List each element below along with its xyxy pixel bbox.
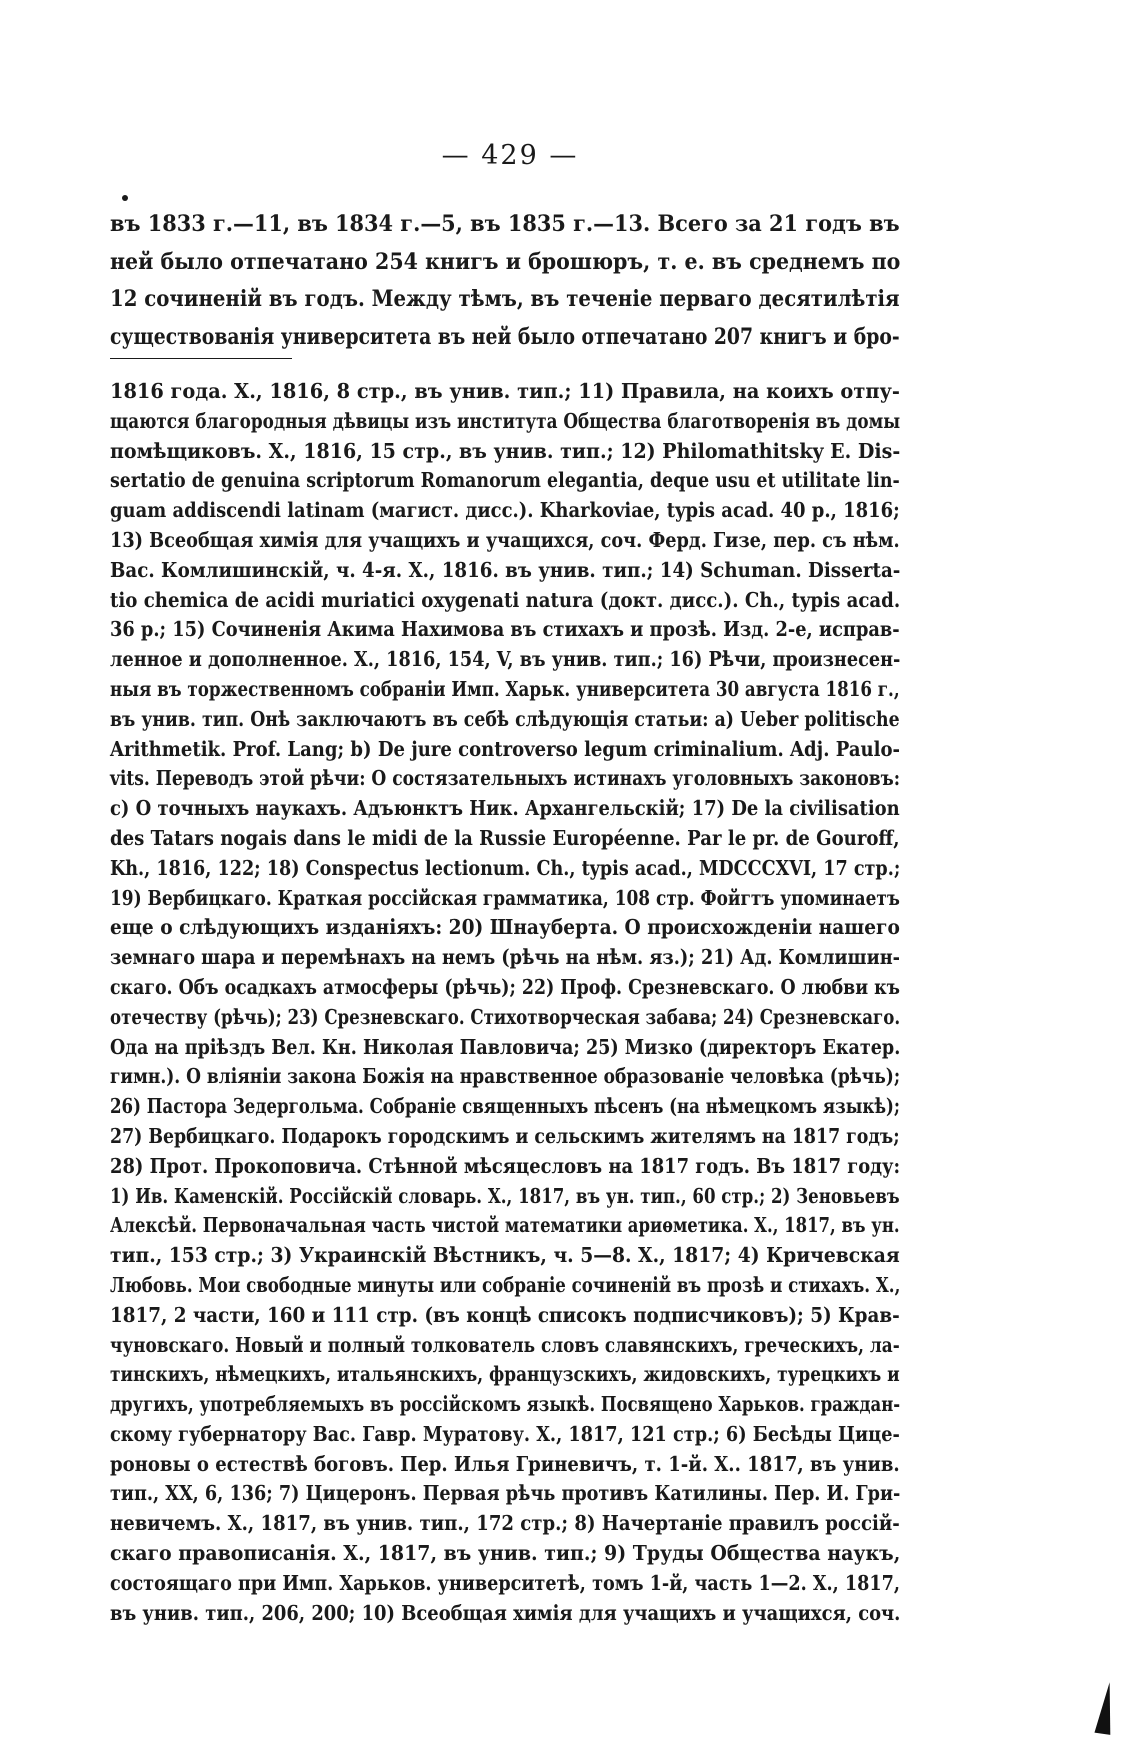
footnote-line: чуновскаго. Новый и полный толкователь словъ славянскихъ, греческихъ, ла- [110,1332,900,1357]
footnote-line: tio chemica de acidi muriatici oxygenati natura (докт. дисс.). Ch., typis acad. [110,587,901,612]
footnote-line: отечеству (рѣчь); 23) Срезневскаго. Стихотворческая забава; 24) Срезневскаго. [110,1004,901,1029]
footnote-line: состоящаго при Имп. Харьков. университетѣ, томъ 1-й, часть 1—2. Х., 1817, [110,1570,901,1595]
footnote-line: въ унив. тип., 206, 200; 10) Всеобщая химія для учащихъ и учащихся, соч. [110,1600,901,1625]
main-text-line: 12 сочиненій въ годъ. Между тѣмъ, въ теченіе перваго десятилѣтія [110,286,900,312]
footnote-line: скому губернатору Вас. Гавр. Муратову. Х., 1817, 121 стр.; 6) Бесѣды Цице- [110,1421,900,1446]
footnote-separator-rule [110,358,292,359]
footnote-line: земнаго шара и перемѣнахъ на немъ (рѣчь на нѣм. яз.); 21) Ад. Комлишин- [110,945,901,970]
footnote-line: guam addiscendi latinam (магист. дисс.). Kharkoviae, typis acad. 40 p., 1816; [110,498,900,523]
main-paragraph [110,206,900,356]
footnote-line: щаются благородныя дѣвицы изъ института Общества благотворенія въ домы [110,408,901,433]
main-text-line: ней было отпечатано 254 книгъ и брошюръ, т. е. въ среднемъ по [110,248,901,275]
page-edge-ink-mark [1094,1681,1117,1735]
footnote-line: ныя въ торжественномъ собраніи Имп. Харьк. университета 30 августа 1816 г., [110,676,900,701]
footnote-line: Алексѣй. Первоначальная часть чистой математики ариѳметика. Х., 1817, въ ун. [110,1213,900,1238]
footnote-line: гимн.). О вліяніи закона Божія на нравственное образованіе человѣка (рѣчь); [110,1064,901,1089]
ink-dot-mark [122,195,128,201]
footnote-line: помѣщиковъ. Х., 1816, 15 стр., въ унив. тип.; 12) Philomathitsky E. Dis- [110,438,901,463]
footnote-line: sertatio de genuina scriptorum Romanorum elegantia, deque usu et utilitate lin- [110,468,900,493]
footnote-line: 1) Ив. Каменскій. Россійскій словарь. Х., 1817, въ ун. тип., 60 стр.; 2) Зеновьевъ [110,1183,900,1208]
footnote-line: еще о слѣдующихъ изданіяхъ: 20) Шнауберта. О происхожденіи нашего [110,915,900,940]
main-text-line: существованія университета въ ней было отпечатано 207 книгъ и бро- [110,323,900,350]
footnote-line: тип., XX, 6, 136; 7) Цицеронъ. Первая рѣчь противъ Катилины. Пер. И. Гри- [110,1481,901,1506]
footnote-line: тинскихъ, нѣмецкихъ, итальянскихъ, французскихъ, жидовскихъ, турецкихъ и [110,1362,900,1387]
footnote-line: невичемъ. Х., 1817, въ унив. тип., 172 стр.; 8) Начертаніе правилъ россій- [110,1511,900,1536]
footnote-line: c) О точныхъ наукахъ. Адъюнктъ Ник. Архангельскій; 17) De la civilisation [110,796,900,821]
footnote-line: Ода на пріѣздъ Вел. Кн. Николая Павловича; 25) Мизко (директоръ Екатер. [110,1034,901,1059]
footnote-line: 13) Всеобщая химія для учащихъ и учащихся, соч. Ферд. Гизе, пер. съ нѣм. [110,527,900,552]
footnote-line: тип., 153 стр.; 3) Украинскій Вѣстникъ, ч. 5—8. Х., 1817; 4) Кричевская [110,1243,900,1268]
footnote-block [110,377,900,1628]
footnote-line: Arithmetik. Prof. Lang; b) De jure controverso legum criminalium. Adj. Paulo- [110,736,901,761]
footnote-line: 27) Вербицкаго. Подарокъ городскимъ и сельскимъ жителямъ на 1817 годъ; [110,1123,900,1148]
footnote-line: Kh., 1816, 122; 18) Conspectus lectionum. Ch., typis acad., MDCCCXVI, 17 стр.; [110,855,901,880]
footnote-line: 1816 года. Х., 1816, 8 стр., въ унив. тип.; 11) Правила, на коихъ отпу- [110,379,900,403]
page-number: — 429 — [441,140,579,171]
main-text-line: въ 1833 г.—11, въ 1834 г.—5, въ 1835 г.—13. Всего за 21 годъ въ [110,211,900,237]
footnote-line: 1817, 2 части, 160 и 111 стр. (въ концѣ списокъ подписчиковъ); 5) Крав- [110,1302,900,1327]
footnote-line: 28) Прот. Прокоповича. Стѣнной мѣсяцесловъ на 1817 годъ. Въ 1817 году: [110,1153,901,1178]
footnote-line: скаго. Объ осадкахъ атмосферы (рѣчь); 22) Проф. Срезневскаго. О любви къ [110,974,900,999]
footnote-line: ленное и дополненное. Х., 1816, 154, V, въ унив. тип.; 16) Рѣчи, произнесен- [110,647,901,672]
footnote-line: въ унив. тип. Онѣ заключаютъ въ себѣ слѣдующія статьи: a) Ueber politische [110,706,900,731]
footnote-line: скаго правописанія. Х., 1817, въ унив. тип.; 9) Труды Общества наукъ, [110,1541,901,1566]
footnote-line: des Tatars nogais dans le midi de la Russie Européenne. Par le pr. de Gouroff, [110,825,900,850]
footnote-line: другихъ, употребляемыхъ въ россійскомъ языкѣ. Посвящено Харьков. граждан- [110,1392,901,1417]
footnote-line: 19) Вербицкаго. Краткая россійская грамматика, 108 стр. Фойгтъ упоминаетъ [110,885,900,910]
footnote-line: Вас. Комлишинскій, ч. 4-я. Х., 1816. въ унив. тип.; 14) Schuman. Disserta- [110,557,901,582]
footnote-line: 36 p.; 15) Сочиненія Акима Нахимова въ стихахъ и прозѣ. Изд. 2-е, исправ- [110,617,900,642]
footnote-line: vits. Переводъ этой рѣчи: О состязательныхъ истинахъ уголовныхъ законовъ: [110,766,900,791]
footnote-line: 26) Пастора Зедергольма. Собраніе священныхъ пѣсенъ (на нѣмецкомъ языкѣ); [110,1094,900,1119]
footnote-line: Любовь. Мои свободные минуты или собраніе сочиненій въ прозѣ и стихахъ. Х., [110,1272,901,1297]
footnote-line: роновы о естествѣ боговъ. Пер. Илья Гриневичъ, т. 1-й. Х.. 1817, въ унив. [110,1451,900,1476]
